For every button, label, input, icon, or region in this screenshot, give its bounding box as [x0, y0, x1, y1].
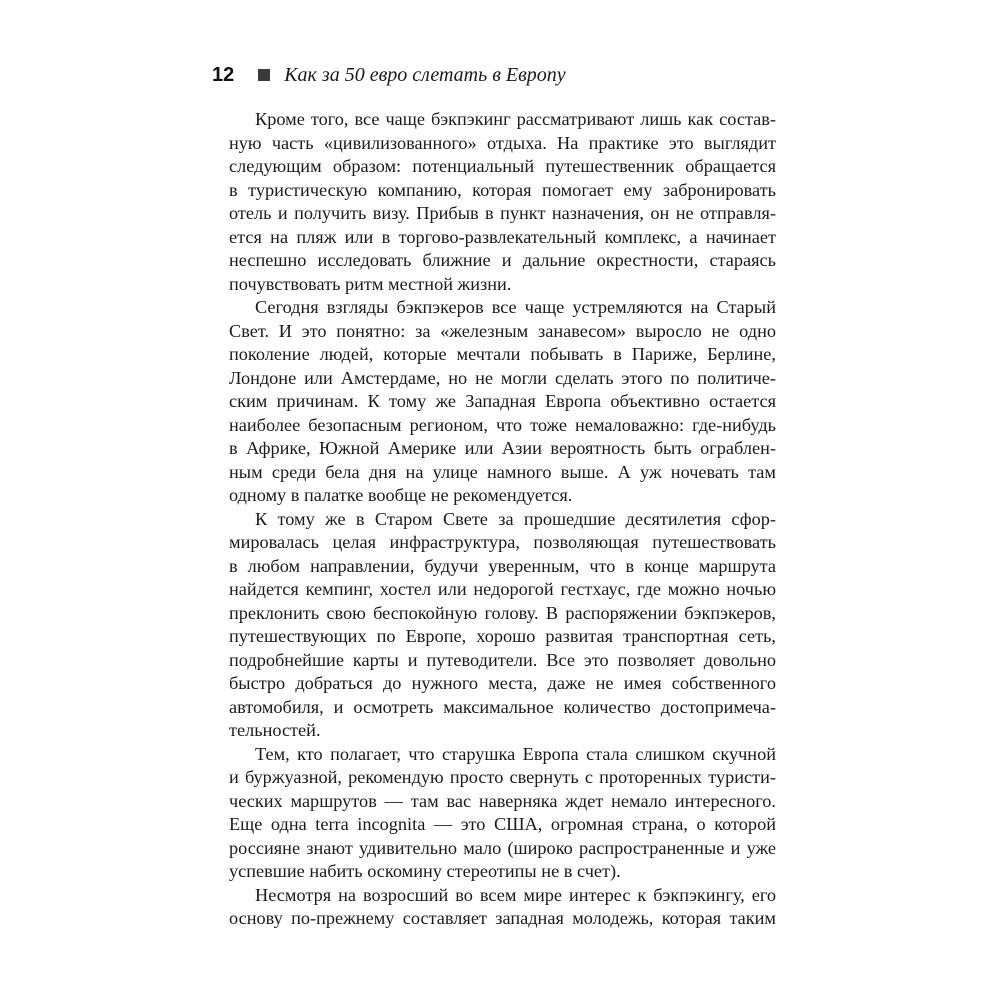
text-line: в Африке, Южной Америке или Азии вероятность быть ограблен- — [229, 438, 776, 458]
text-line: подробнейшие карты и путеводители. Все это позволяет довольно — [229, 649, 776, 670]
text-line: Тем, кто полагает, что старушка Европа стала слишком скучной — [255, 743, 776, 764]
text-line: путешествующих по Европе, хорошо развитая транспортная сеть, — [229, 626, 776, 646]
text-line: К тому же в Старом Свете за прошедшие десятилетия сфор- — [255, 508, 776, 529]
text-line: преклонить свою беспокойную голову. В распоряжении бэкпэкеров, — [229, 602, 776, 623]
text-line: одному в палатке вообще не рекомендуется. — [229, 485, 573, 505]
paragraph — [229, 296, 776, 508]
text-line: Свет. И это понятно: за «железным занавесом» выросло не одно — [229, 320, 776, 341]
text-line: поколение людей, которые мечтали побывать в Париже, Берлине, — [229, 344, 776, 364]
text-line: Сегодня взгляды бэкпэкеров все чаще устремляются на Старый — [255, 297, 776, 317]
text-line: следующим образом: потенциальный путешественник обращается — [229, 156, 776, 176]
text-line: ную часть «цивилизованного» отдыха. На практике это выглядит — [229, 132, 776, 153]
text-line: автомобиля, и осмотреть максимальное количество достопримеча- — [229, 696, 776, 717]
paragraph — [229, 508, 776, 743]
text-line: ским причинам. К тому же Западная Европа объективно остается — [229, 391, 776, 411]
text-line: почувствовать ритм местной жизни. — [229, 273, 512, 294]
text-line: быстро добраться до нужного места, даже не имея собственного — [229, 673, 776, 693]
body-text — [229, 108, 776, 931]
page-header — [212, 60, 566, 90]
text-line: основу по-прежнему составляет западная молодежь, которая таким — [229, 908, 776, 928]
square-icon — [258, 69, 270, 81]
text-line: Несмотря на возросший во всем мире интерес к бэкпэкингу, его — [255, 884, 776, 905]
text-line: Кроме того, все чаще бэкпэкинг рассматривают лишь как состав- — [255, 109, 776, 129]
running-title: Как за 50 евро слетать в Европу — [284, 63, 566, 86]
text-line: тельностей. — [229, 720, 321, 740]
text-line: в любом направлении, будучи уверенным, что в конце маршрута — [229, 555, 776, 576]
paragraph — [229, 884, 776, 931]
text-line: ческих маршрутов — там вас наверняка ждет немало интересного. — [229, 790, 776, 811]
text-line: и буржуазной, рекомендую просто свернуть с проторенных туристи- — [229, 767, 776, 787]
text-line: россияне знают удивительно мало (широко распространенные и уже — [229, 837, 776, 858]
text-line: мировалась целая инфраструктура, позволяющая путешествовать — [229, 532, 776, 552]
text-line: неспешно исследовать ближние и дальние окрестности, стараясь — [229, 250, 776, 270]
paragraph — [229, 108, 776, 296]
text-line: Еще одна terra incognita — это США, огромная страна, о которой — [229, 814, 776, 834]
text-line: успевшие набить оскомину стереотипы не в счет). — [229, 861, 621, 881]
text-line: ется на пляж или в торгово-развлекательный комплекс, а начинает — [229, 226, 776, 247]
text-line: отель и получить визу. Прибыв в пункт назначения, он не отправля- — [229, 203, 776, 223]
text-line: найдется кемпинг, хостел или недорогой гестхаус, где можно ночью — [229, 579, 776, 599]
text-line: наиболее безопасным регионом, что тоже немаловажно: где-нибудь — [229, 414, 776, 435]
text-line: в туристическую компанию, которая помогает ему забронировать — [229, 179, 776, 200]
page-number: 12 — [212, 63, 235, 86]
paragraph — [229, 743, 776, 884]
text-line: Лондоне или Амстердаме, но не могли сделать этого по политиче- — [229, 367, 776, 388]
text-line: ным среди бела дня на улице намного выше. А уж ночевать там — [229, 461, 776, 482]
